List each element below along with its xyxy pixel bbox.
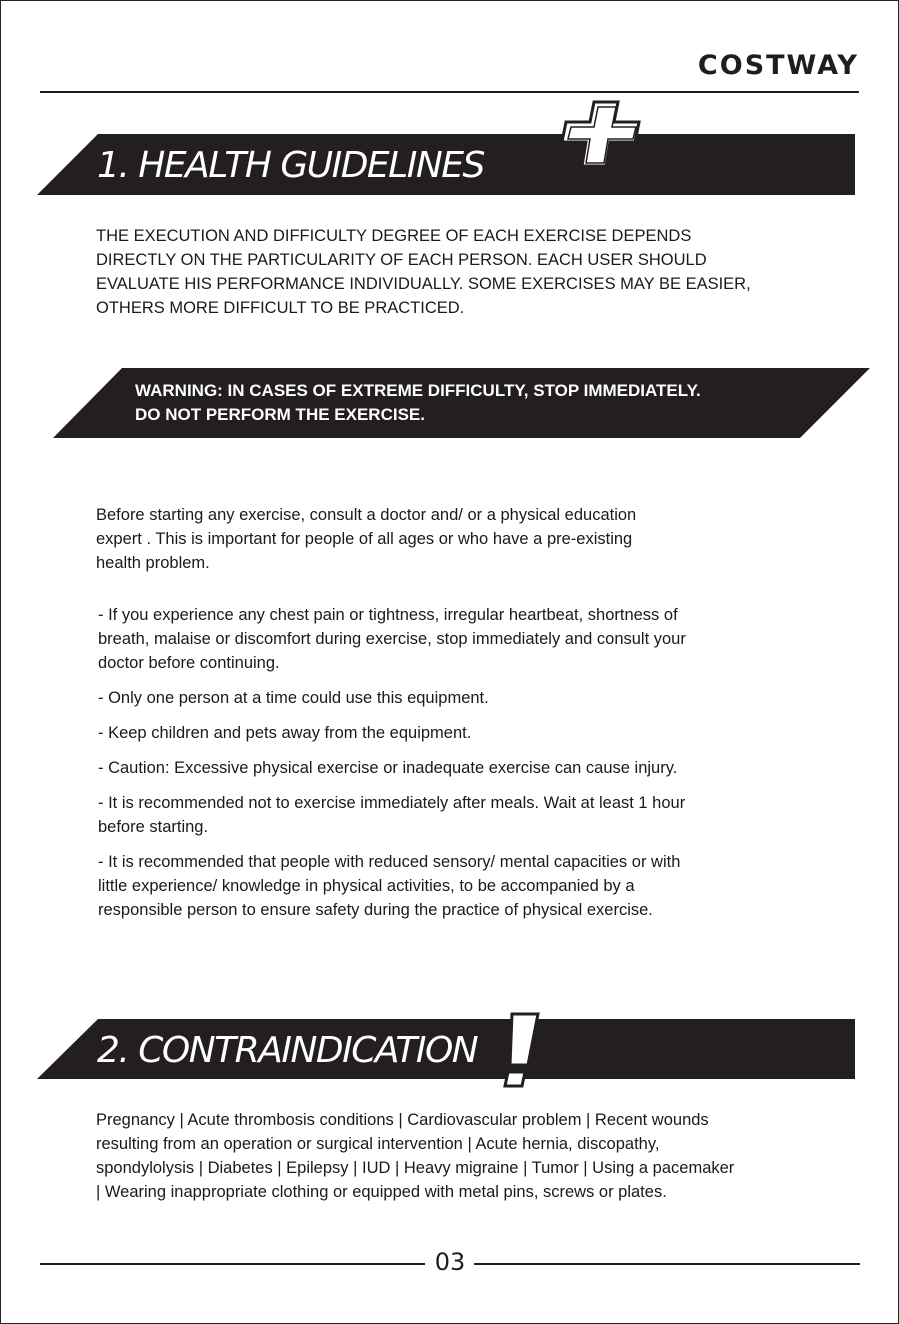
contraindication-line: resulting from an operation or surgical intervention | Acute hernia, discopathy, <box>96 1135 660 1153</box>
list-item-line: breath, malaise or discomfort during exercise, stop immediately and consult your <box>98 630 686 648</box>
intro-line: OTHERS MORE DIFFICULT TO BE PRACTICED. <box>96 299 465 317</box>
intro-line: THE EXECUTION AND DIFFICULTY DEGREE OF EACH EXERCISE DEPENDS <box>96 227 692 245</box>
list-item-line: doctor before continuing. <box>98 654 280 672</box>
footer-rule-right <box>474 1263 860 1265</box>
consult-line: expert . This is important for people of all ages or who have a pre-existing <box>96 530 633 548</box>
contraindication-line: | Wearing inappropriate clothing or equipped with metal pins, screws or plates. <box>96 1183 667 1201</box>
brand-logo: COSTWAY <box>697 50 859 81</box>
footer-rule-left <box>40 1263 425 1265</box>
intro-line: DIRECTLY ON THE PARTICULARITY OF EACH PERSON. EACH USER SHOULD <box>96 251 707 269</box>
section2-title: 2. CONTRAINDICATION <box>97 1030 478 1071</box>
consult-line: Before starting any exercise, consult a doctor and/ or a physical education <box>96 506 637 524</box>
list-item-line: - It is recommended that people with reduced sensory/ mental capacities or with <box>98 853 681 871</box>
list-item-line: - It is recommended not to exercise immediately after meals. Wait at least 1 hour <box>98 794 686 812</box>
list-item-line: - Keep children and pets away from the equipment. <box>98 724 472 742</box>
list-item-line: - Only one person at a time could use this equipment. <box>98 689 489 707</box>
contraindication-line: spondylolysis | Diabetes | Epilepsy | IUD | Heavy migraine | Tumor | Using a pacemaker <box>96 1159 735 1177</box>
consult-line: health problem. <box>96 554 210 572</box>
warning-line: WARNING: IN CASES OF EXTREME DIFFICULTY, STOP IMMEDIATELY. <box>135 381 701 400</box>
list-item-line: before starting. <box>98 818 209 836</box>
contraindication-line: Pregnancy | Acute thrombosis conditions | Cardiovascular problem | Recent wounds <box>96 1111 709 1129</box>
warning-line: DO NOT PERFORM THE EXERCISE. <box>135 405 425 424</box>
section1-title: 1. HEALTH GUIDELINES <box>97 145 484 186</box>
page-number: 03 <box>434 1248 466 1276</box>
list-item-line: - If you experience any chest pain or tightness, irregular heartbeat, shortness of <box>98 606 678 624</box>
list-item-line: - Caution: Excessive physical exercise or inadequate exercise can cause injury. <box>98 759 678 777</box>
exclamation-icon <box>498 1010 548 1090</box>
contraindication-list <box>96 1108 734 1204</box>
list-item-line: responsible person to ensure safety during the practice of physical exercise. <box>98 901 653 919</box>
list-item-line: little experience/ knowledge in physical activities, to be accompanied by a <box>98 877 635 895</box>
intro-line: EVALUATE HIS PERFORMANCE INDIVIDUALLY. SOME EXERCISES MAY BE EASIER, <box>96 275 751 293</box>
